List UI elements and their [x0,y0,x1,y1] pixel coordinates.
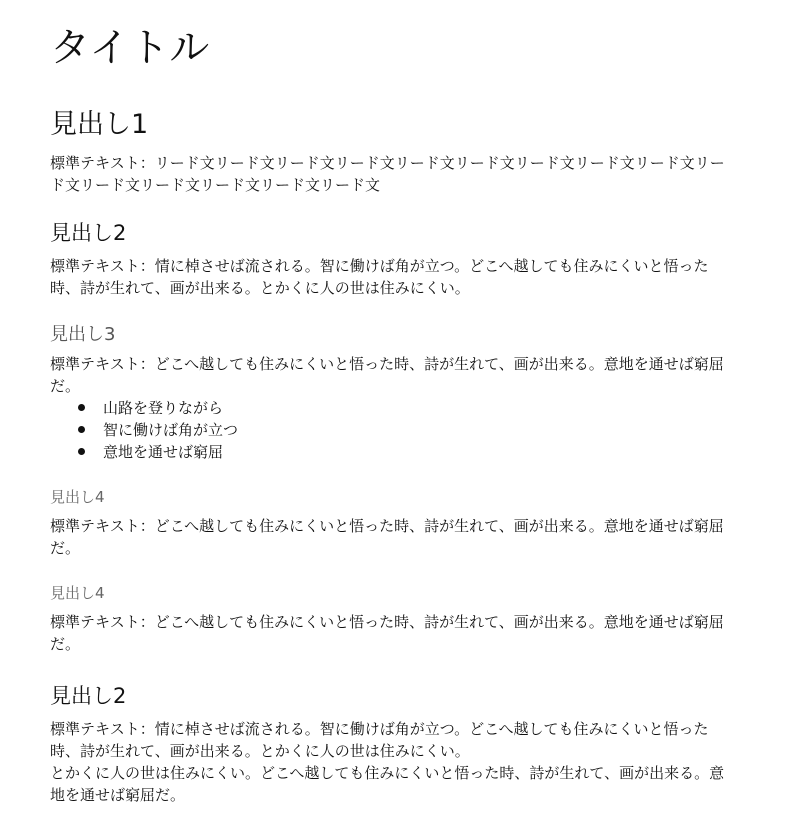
section-heading-3 [50,323,750,463]
list-item [78,441,750,463]
heading-level-4: 見出し4 [50,584,105,602]
bullet-icon [78,426,85,433]
section-body: 標準テキスト：リード文リード文リード文リード文リード文リード文リード文リード文リード文リード文リード文リード文リード文リード文リード文 [50,154,725,194]
list-item [78,397,750,419]
section-body: 標準テキスト：どこへ越しても住みにくいと悟った時、詩が生れて、画が出来る。意地を通せば窮屈だ。 [50,517,724,557]
section-body: 標準テキスト：どこへ越しても住みにくいと悟った時、詩が生れて、画が出来る。意地を通せば窮屈だ。 [50,613,724,653]
section-heading-2 [50,683,750,806]
list-item-text: 山路を登りながら [103,399,224,417]
list-item-text: 意地を通せば窮屈 [103,443,224,461]
section-body: とかくに人の世は住みにくい。どこへ越しても住みにくいと悟った時、詩が生れて、画が出来る。意地を通せば窮屈だ。 [50,764,725,804]
heading-level-2: 見出し2 [50,684,127,708]
heading-level-4: 見出し4 [50,488,105,506]
section-body: 標準テキスト：どこへ越しても住みにくいと悟った時、詩が生れて、画が出来る。意地を通せば窮屈だ。 [50,355,724,395]
list-item [78,419,750,441]
document-title: タイトル [50,25,210,71]
bullet-icon [78,404,85,411]
bullet-list [50,397,750,463]
section-heading-2 [50,220,750,299]
section-heading-4 [50,487,750,559]
bullet-icon [78,448,85,455]
section-heading-1 [50,108,750,196]
heading-level-2: 見出し2 [50,221,127,245]
heading-level-1: 見出し1 [50,109,149,140]
section-heading-4 [50,583,750,655]
heading-level-3: 見出し3 [50,324,116,345]
list-item-text: 智に働けば角が立つ [103,421,239,439]
section-body: 標準テキスト：情に棹させば流される。智に働けば角が立つ。どこへ越しても住みにくいと悟った時、詩が生れて、画が出来る。とかくに人の世は住みにくい。 [50,257,709,297]
section-body: 標準テキスト：情に棹させば流される。智に働けば角が立つ。どこへ越しても住みにくいと悟った時、詩が生れて、画が出来る。とかくに人の世は住みにくい。 [50,720,709,760]
